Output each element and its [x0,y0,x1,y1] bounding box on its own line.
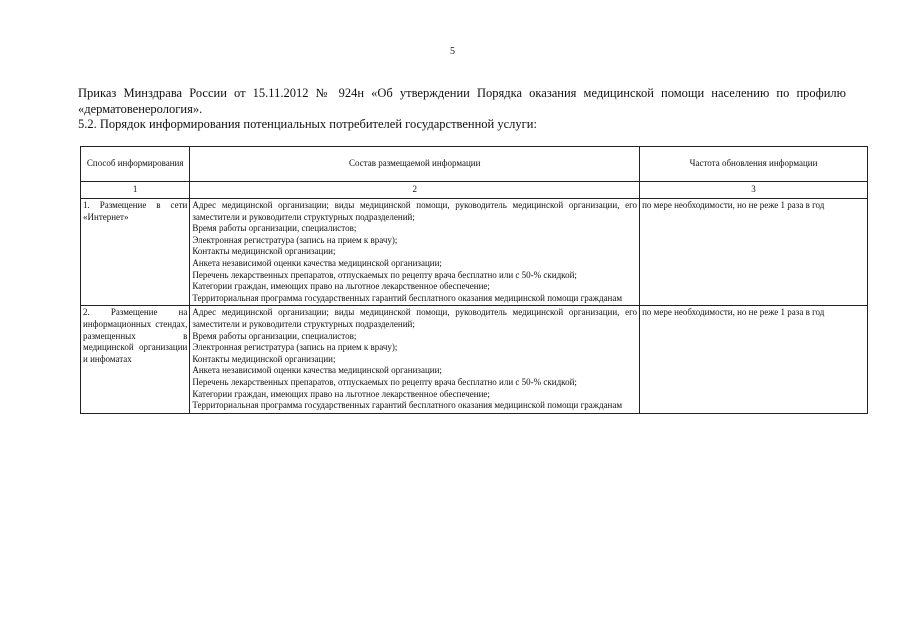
method-cell: 1. Размещение в сети «Интернет» [81,199,190,306]
content-line: Перечень лекарственных препаратов, отпускаемых по рецепту врача бесплатно или с 50-% скидкой; [192,376,577,387]
table-row [81,199,868,306]
content-cell [190,199,640,306]
column-number: 2 [190,182,640,199]
content-line: Анкета независимой оценки качества медицинской организации; [192,365,442,376]
content-line: Категории граждан, имеющих право на льготное лекарственное обеспечение; [192,281,490,292]
content-line: Перечень лекарственных препаратов, отпускаемых по рецепту врача бесплатно или с 50-% скидкой; [192,269,577,280]
content-line: Территориальная программа государственных гарантий бесплатного оказания медицинской помощи гражданам [192,292,623,303]
information-table [80,146,868,414]
header-method: Способ информирования [81,147,190,182]
header-content: Состав размещаемой информации [190,147,640,182]
column-number: 3 [640,182,868,199]
section-title: 5.2. Порядок информирования потенциальных потребителей государственной услуги: [78,117,537,131]
frequency-cell: по мере необходимости, но не реже 1 раза в год [640,199,868,306]
table-header-row [81,147,868,182]
content-line: Адрес медицинской организации; виды медицинской помощи, руководитель медицинской организации, его заместители и руководители структурных подразделений; [192,307,638,329]
table-row [81,306,868,413]
content-line: Адрес медицинской организации; виды медицинской помощи, руководитель медицинской организации, его заместители и руководители структурных подразделений; [192,200,638,222]
method-cell: 2. Размещение на информационных стендах, размещенных в медицинской организации и инфоматах [81,306,190,413]
content-line: Электронная регистратура (запись на прием к врачу); [192,342,398,353]
content-line: Территориальная программа государственных гарантий бесплатного оказания медицинской помощи гражданам [192,400,623,411]
order-title: Приказ Минздрава России от 15.11.2012 № 924н «Об утверждении Порядка оказания медицинской помощи населению по профилю «дерматовенерология». [78,86,846,116]
page-number: 5 [450,46,455,57]
content-line: Контакты медицинской организации; [192,353,336,364]
intro-section [78,86,846,133]
content-cell [190,306,640,413]
content-line: Категории граждан, имеющих право на льготное лекарственное обеспечение; [192,388,490,399]
column-number: 1 [81,182,190,199]
frequency-cell: по мере необходимости, но не реже 1 раза в год [640,306,868,413]
header-frequency: Частота обновления информации [640,147,868,182]
content-line: Время работы организации, специалистов; [192,223,357,234]
content-line: Электронная регистратура (запись на прием к врачу); [192,234,398,245]
content-line: Анкета независимой оценки качества медицинской организации; [192,257,442,268]
content-line: Контакты медицинской организации; [192,246,336,257]
table-column-numbers-row [81,182,868,199]
content-line: Время работы организации, специалистов; [192,330,357,341]
